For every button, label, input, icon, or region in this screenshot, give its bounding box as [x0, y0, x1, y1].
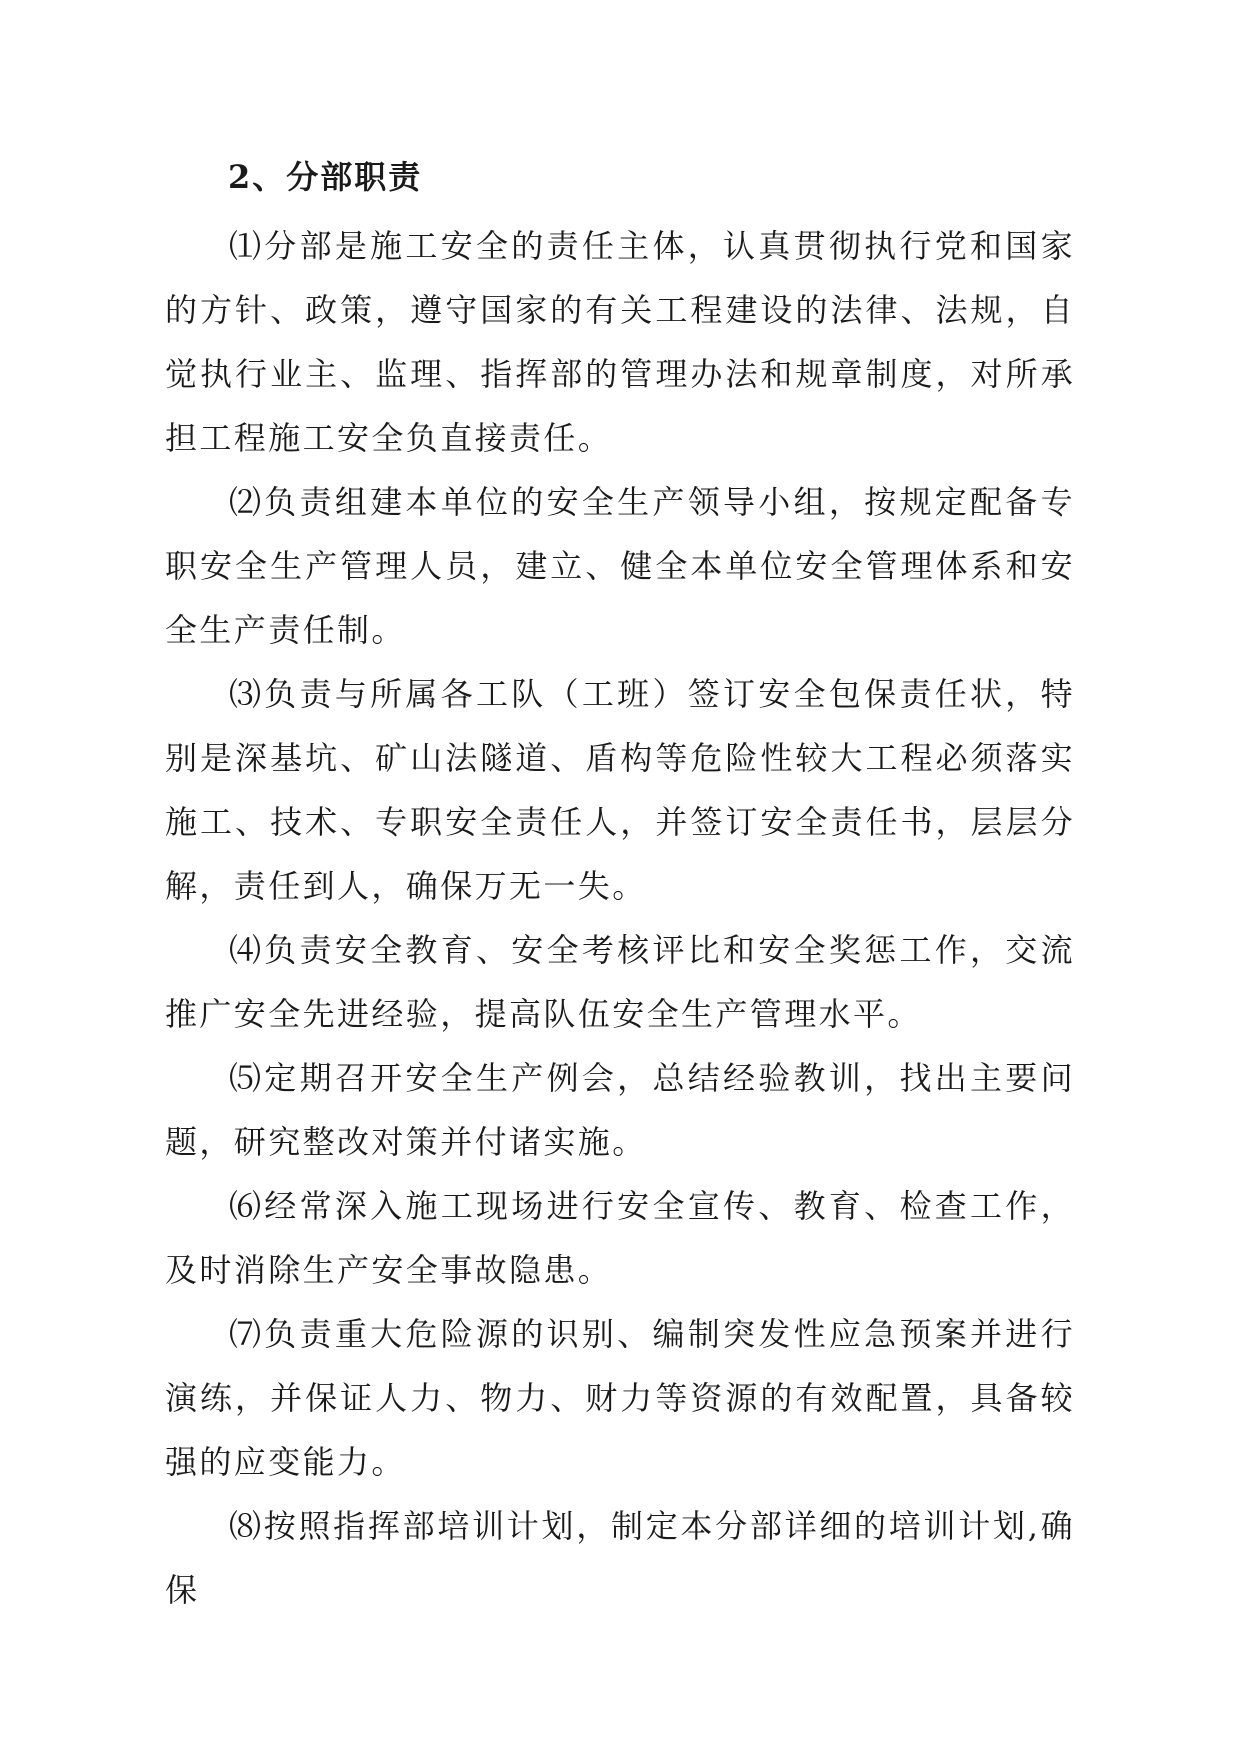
paragraph-5: ⑸定期召开安全生产例会，总结经验教训，找出主要问题，研究整改对策并付诸实施。 [165, 1059, 1075, 1161]
paragraph-2: ⑵负责组建本单位的安全生产领导小组，按规定配备专职安全生产管理人员，建立、健全本单位安全管理体系和安全生产责任制。 [165, 483, 1075, 649]
paragraph-7: ⑺负责重大危险源的识别、编制突发性应急预案并进行演练，并保证人力、物力、财力等资源的有效配置，具备较强的应变能力。 [165, 1315, 1075, 1481]
paragraph-3: ⑶负责与所属各工队（工班）签订安全包保责任状，特别是深基坑、矿山法隧道、盾构等危险性较大工程必须落实施工、技术、专职安全责任人，并签订安全责任书，层层分解，责任到人，确保万无一失。 [165, 675, 1075, 905]
section-heading: 2、分部职责 [228, 158, 423, 196]
paragraph-1: ⑴分部是施工安全的责任主体，认真贯彻执行党和国家的方针、政策，遵守国家的有关工程建设的法律、法规，自觉执行业主、监理、指挥部的管理办法和规章制度，对所承担工程施工安全负直接责任。 [165, 227, 1075, 457]
paragraph-4: ⑷负责安全教育、安全考核评比和安全奖惩工作，交流推广安全先进经验，提高队伍安全生产管理水平。 [165, 931, 1075, 1033]
paragraph-6: ⑹经常深入施工现场进行安全宣传、教育、检查工作，及时消除生产安全事故隐患。 [165, 1187, 1075, 1289]
paragraph-8: ⑻按照指挥部培训计划，制定本分部详细的培训计划,确保 [165, 1507, 1075, 1609]
